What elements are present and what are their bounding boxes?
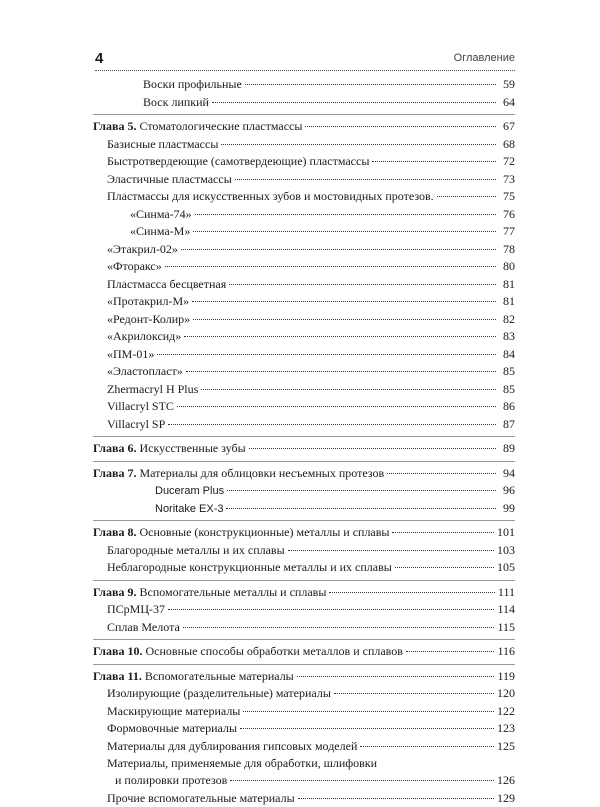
toc-entry-label: Прочие вспомогательные материалы <box>107 791 295 805</box>
toc-entry-title <box>107 381 198 399</box>
toc-page-number: 101 <box>497 524 515 542</box>
toc-entry-label: Формовочные материалы <box>107 721 237 735</box>
toc-entry-label: Искусственные зубы <box>140 441 246 455</box>
toc-page-number: 94 <box>499 465 515 483</box>
toc-entry[interactable] <box>93 772 515 790</box>
toc-entry[interactable] <box>93 703 515 721</box>
dot-leader <box>249 448 496 449</box>
chapter-separator <box>93 664 515 665</box>
toc-entry[interactable] <box>93 685 515 703</box>
toc-page-number: 126 <box>497 772 515 790</box>
chapter-number: Глава 11. <box>93 669 142 683</box>
toc-entry[interactable] <box>93 790 515 807</box>
toc-entry-title <box>93 440 246 458</box>
dot-leader <box>168 424 496 425</box>
toc-entry-title <box>107 790 295 807</box>
toc-chapter-entry[interactable] <box>93 584 515 602</box>
toc-entry-label: Базисные пластмассы <box>107 137 218 151</box>
toc-page-number: 81 <box>499 293 515 311</box>
toc-entry-title <box>107 188 434 206</box>
toc-entry-title <box>143 94 209 112</box>
chapter-number: Глава 5. <box>93 119 137 133</box>
toc-page-number: 116 <box>497 643 515 661</box>
dot-leader <box>221 144 496 145</box>
dot-leader <box>226 508 496 509</box>
toc-entry-label: Стоматологические пластмассы <box>140 119 303 133</box>
toc-page-number: 99 <box>499 500 515 518</box>
toc-entry[interactable] <box>93 416 515 434</box>
page-number: 4 <box>95 50 103 67</box>
toc-entry-label: Основные (конструкционные) металлы и сплавы <box>140 525 390 539</box>
toc-entry[interactable] <box>93 276 515 294</box>
toc-page-number: 129 <box>497 790 515 807</box>
toc-entry-title <box>107 703 240 721</box>
toc-page-number: 75 <box>499 188 515 206</box>
dot-leader <box>395 567 494 568</box>
toc-entry-title <box>93 668 294 686</box>
toc-entry-label: Villacryl STC <box>107 399 174 413</box>
toc-entry-label: Вспомогательные металлы и сплавы <box>140 585 327 599</box>
chapter-separator <box>93 580 515 581</box>
toc-entry[interactable] <box>93 293 515 311</box>
toc-entry-label: Материалы, применяемые для обработки, шлифовки <box>107 756 377 770</box>
toc-entry-title <box>93 465 384 483</box>
toc-entry-label: Благородные металлы и их сплавы <box>107 543 285 557</box>
toc-entry[interactable] <box>93 738 515 756</box>
toc-entry-title <box>107 542 285 560</box>
dot-leader <box>245 84 496 85</box>
dot-leader <box>193 231 496 232</box>
toc-page-number: 85 <box>499 363 515 381</box>
toc-page-number: 115 <box>497 619 515 637</box>
toc-entry-title <box>107 276 226 294</box>
toc-entry-label: «Редонт-Колир» <box>107 312 190 326</box>
chapter-number: Глава 10. <box>93 644 143 658</box>
toc-entry-title <box>107 559 392 577</box>
chapter-separator <box>93 436 515 437</box>
toc-entry-label: Материалы для дублирования гипсовых моделей <box>107 739 357 753</box>
dot-leader <box>201 389 496 390</box>
dot-leader <box>392 532 494 533</box>
toc-page-number: 89 <box>499 440 515 458</box>
toc-entry-label: Пластмассы для искусственных зубов и мостовидных протезов. <box>107 189 434 203</box>
toc-entry-label: Сплав Мелота <box>107 620 180 634</box>
toc-entry-label: Duceram Plus <box>155 485 224 497</box>
toc-entry-label: Материалы для облицовки несъемных протезов <box>140 466 385 480</box>
dot-leader <box>329 592 495 593</box>
dot-leader <box>305 126 496 127</box>
toc-entry-label: Изолирующие (разделительные) материалы <box>107 686 331 700</box>
chapter-separator <box>93 114 515 115</box>
toc-entry-label: Быстротвердеющие (самотвердеющие) пластмассы <box>107 154 369 168</box>
toc-entry-title <box>107 241 178 259</box>
dot-leader <box>177 406 496 407</box>
toc-entry-label: Пластмасса бесцветная <box>107 277 226 291</box>
toc-page-number: 76 <box>499 206 515 224</box>
toc-entry[interactable] <box>93 500 515 518</box>
dot-leader <box>212 102 496 103</box>
toc-page-number: 87 <box>499 416 515 434</box>
chapter-separator <box>93 461 515 462</box>
toc-entry-title <box>115 772 227 790</box>
toc-entry-title <box>107 416 165 434</box>
toc-entry[interactable] <box>93 542 515 560</box>
toc-page-number: 119 <box>497 668 515 686</box>
toc-page-number: 105 <box>497 559 515 577</box>
toc-entry-label: Маскирующие материалы <box>107 704 240 718</box>
toc-entry-label: «ПМ-01» <box>107 347 154 361</box>
page-header <box>95 50 515 71</box>
dot-leader <box>168 609 494 610</box>
toc-entry-title <box>93 584 326 602</box>
dot-leader <box>192 301 496 302</box>
toc-entry-title <box>107 153 369 171</box>
toc-entry-label: Вспомогательные материалы <box>145 669 294 683</box>
toc-entry-label: «Этакрил-02» <box>107 242 178 256</box>
toc-page-number: 96 <box>499 482 515 500</box>
toc-entry[interactable] <box>93 328 515 346</box>
toc-entry-label: и полировки протезов <box>115 773 227 787</box>
toc-entry-title <box>107 601 165 619</box>
dot-leader <box>406 651 495 652</box>
dot-leader <box>183 627 495 628</box>
toc-entry-label: «Фторакс» <box>107 259 162 273</box>
toc-page-number: 82 <box>499 311 515 329</box>
toc-entry-title <box>107 293 189 311</box>
toc-entry[interactable] <box>93 482 515 500</box>
toc-page-number: 59 <box>499 76 515 94</box>
dot-leader <box>184 336 496 337</box>
toc-entry[interactable] <box>93 94 515 112</box>
toc-page-number: 67 <box>499 118 515 136</box>
toc-entry[interactable] <box>93 188 515 206</box>
toc-entry-title <box>107 328 181 346</box>
toc-entry[interactable] <box>93 559 515 577</box>
toc-entry-title <box>107 171 232 189</box>
toc-entry-label: Неблагородные конструкционные металлы и их сплавы <box>107 560 392 574</box>
toc-entry[interactable] <box>93 171 515 189</box>
chapter-number: Глава 6. <box>93 441 137 455</box>
toc-entry[interactable] <box>93 720 515 738</box>
dot-leader <box>235 179 496 180</box>
toc-entry-label: ПСрМЦ-37 <box>107 602 165 616</box>
dot-leader <box>297 676 495 677</box>
toc-entry-title <box>107 738 357 756</box>
toc-entry-title <box>155 483 224 501</box>
toc-entry-title <box>107 755 377 773</box>
toc-page-number: 64 <box>499 94 515 112</box>
toc-page-number: 73 <box>499 171 515 189</box>
toc-entry[interactable] <box>93 381 515 399</box>
toc-page-number: 111 <box>498 584 515 602</box>
dot-leader <box>165 266 496 267</box>
toc-entry[interactable] <box>93 241 515 259</box>
toc-chapter-entry[interactable] <box>93 440 515 458</box>
toc-chapter-entry[interactable] <box>93 465 515 483</box>
toc-page-number: 122 <box>497 703 515 721</box>
dot-leader <box>288 550 494 551</box>
toc-page-number: 77 <box>499 223 515 241</box>
toc-entry-title <box>93 643 403 661</box>
toc-page-number: 81 <box>499 276 515 294</box>
toc-page-number: 120 <box>497 685 515 703</box>
toc-entry[interactable] <box>93 223 515 241</box>
dot-leader <box>186 371 496 372</box>
chapter-number: Глава 7. <box>93 466 137 480</box>
toc-entry-label: Воск липкий <box>143 95 209 109</box>
toc-entry[interactable] <box>93 153 515 171</box>
dot-leader <box>360 746 494 747</box>
toc-page-number: 114 <box>497 601 515 619</box>
toc-entry-label: «Синма-М» <box>130 224 190 238</box>
toc-entry-title <box>93 118 302 136</box>
table-of-contents <box>93 76 515 807</box>
toc-entry-label: Основные способы обработки металлов и сплавов <box>146 644 403 658</box>
toc-entry[interactable] <box>93 363 515 381</box>
toc-entry[interactable] <box>93 311 515 329</box>
toc-entry[interactable] <box>93 346 515 364</box>
toc-entry[interactable] <box>93 136 515 154</box>
toc-page-number: 80 <box>499 258 515 276</box>
dot-leader <box>437 196 496 197</box>
toc-entry-title <box>130 206 192 224</box>
toc-page-number: 83 <box>499 328 515 346</box>
dot-leader <box>372 161 496 162</box>
toc-entry-label: Noritake EX-3 <box>155 503 223 515</box>
chapter-number: Глава 9. <box>93 585 137 599</box>
toc-entry-title <box>107 685 331 703</box>
toc-entry-title <box>107 258 162 276</box>
toc-entry[interactable] <box>93 206 515 224</box>
toc-entry-title <box>107 720 237 738</box>
chapter-separator <box>93 639 515 640</box>
toc-page-number: 86 <box>499 398 515 416</box>
dot-leader <box>229 284 496 285</box>
toc-entry-label: «Акрилоксид» <box>107 329 181 343</box>
toc-entry-label: Эластичные пластмассы <box>107 172 232 186</box>
toc-entry-label: «Синма-74» <box>130 207 192 221</box>
toc-entry-title <box>107 619 180 637</box>
toc-entry[interactable] <box>93 601 515 619</box>
toc-entry-title <box>107 363 183 381</box>
dot-leader <box>227 490 496 491</box>
toc-entry-label: «Протакрил-М» <box>107 294 189 308</box>
dot-leader <box>193 319 496 320</box>
toc-entry-title <box>93 524 389 542</box>
toc-entry[interactable] <box>93 619 515 637</box>
toc-entry-label: Villacryl SP <box>107 417 165 431</box>
toc-entry-title <box>130 223 190 241</box>
toc-entry-label: Воски профильные <box>143 77 242 91</box>
toc-entry[interactable] <box>93 258 515 276</box>
toc-page-number: 103 <box>497 542 515 560</box>
dot-leader <box>387 473 496 474</box>
toc-entry-title <box>107 346 154 364</box>
chapter-number: Глава 8. <box>93 525 137 539</box>
toc-chapter-entry[interactable] <box>93 668 515 686</box>
toc-entry-title <box>107 136 218 154</box>
chapter-separator <box>93 520 515 521</box>
toc-entry-title <box>107 311 190 329</box>
toc-entry-label: «Эластопласт» <box>107 364 183 378</box>
toc-page-number: 68 <box>499 136 515 154</box>
dot-leader <box>334 693 494 694</box>
toc-chapter-entry[interactable] <box>93 643 515 661</box>
toc-page-number: 125 <box>497 738 515 756</box>
toc-page-number: 78 <box>499 241 515 259</box>
dot-leader <box>230 780 494 781</box>
toc-chapter-entry[interactable] <box>93 118 515 136</box>
dot-leader <box>298 798 494 799</box>
toc-entry[interactable] <box>93 755 515 772</box>
toc-chapter-entry[interactable] <box>93 524 515 542</box>
toc-entry[interactable] <box>93 398 515 416</box>
toc-entry-title <box>107 398 174 416</box>
dot-leader <box>195 214 496 215</box>
toc-entry[interactable] <box>93 76 515 94</box>
dot-leader <box>181 249 496 250</box>
running-section-title: Оглавление <box>454 52 515 64</box>
dot-leader <box>240 728 494 729</box>
toc-entry-title <box>155 501 223 519</box>
dot-leader <box>157 354 496 355</box>
toc-page-number: 72 <box>499 153 515 171</box>
toc-page-number: 85 <box>499 381 515 399</box>
toc-entry-label: Zhermacryl H Plus <box>107 382 198 396</box>
toc-entry-title <box>143 76 242 94</box>
dot-leader <box>243 711 494 712</box>
toc-page-number: 123 <box>497 720 515 738</box>
toc-page-number: 84 <box>499 346 515 364</box>
